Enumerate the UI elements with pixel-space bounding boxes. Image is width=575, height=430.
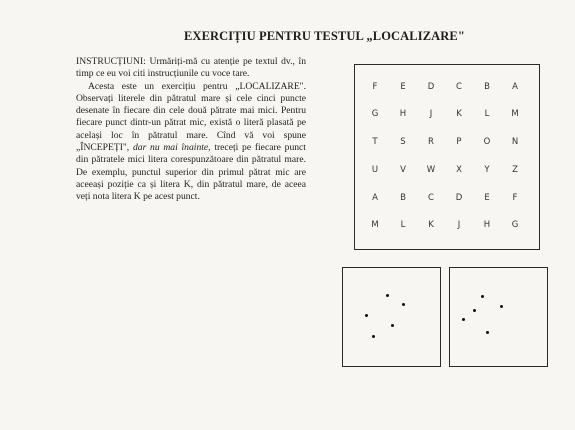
grid-letter: F <box>372 82 378 92</box>
target-dot <box>402 303 405 306</box>
grid-letter: M <box>371 220 379 230</box>
grid-letter: U <box>371 165 379 175</box>
small-square-1 <box>342 267 441 367</box>
target-dot <box>372 335 375 338</box>
grid-letter: E <box>484 193 490 203</box>
grid-letter: K <box>428 220 434 230</box>
grid-letter: H <box>483 220 491 230</box>
grid-letter: W <box>426 165 436 175</box>
grid-letter: V <box>400 165 406 175</box>
grid-letter: D <box>455 193 463 203</box>
grid-letter: K <box>456 109 462 119</box>
grid-letter: Z <box>512 165 518 175</box>
grid-letter: S <box>400 137 406 147</box>
grid-letter: A <box>512 82 518 92</box>
grid-letter: H <box>399 109 407 119</box>
grid-letter: T <box>372 137 378 147</box>
grid-letter: Y <box>484 165 490 175</box>
target-dot <box>462 318 465 321</box>
grid-letter: P <box>456 137 462 147</box>
grid-letter: B <box>400 193 406 203</box>
grid-letter: F <box>512 193 518 203</box>
target-dot <box>473 309 476 312</box>
grid-letter: J <box>429 109 433 119</box>
letter-grid-square <box>354 64 540 250</box>
grid-letter: A <box>372 193 378 203</box>
grid-letter: G <box>371 109 379 119</box>
grid-letter: R <box>428 137 434 147</box>
grid-letter: N <box>511 137 519 147</box>
grid-letter: B <box>484 82 490 92</box>
target-dot <box>500 305 503 308</box>
instructions-paragraph-2-part-c: treceți pe fiecare punct din pătratele mici litera corespunzătoare din pătratul mare. De exemplu, punctul superior din primul pătrat mic are aceeași poziție ca și litera K, din pătratul mare, de aceea veți nota litera K pe acest punct. <box>76 142 306 203</box>
instructions-paragraph-1: INSTRUCȚIUNI: Urmăriți-mă cu atenție pe textul dv., în timp ce eu voi citi instrucțiunile cu voce tare. <box>76 56 306 80</box>
grid-letter: X <box>456 165 462 175</box>
target-dot <box>386 294 389 297</box>
grid-letter: G <box>511 220 519 230</box>
grid-letter: E <box>400 82 406 92</box>
instructions-emphasis: dar nu mai înainte, <box>132 142 211 154</box>
grid-letter: C <box>428 193 434 203</box>
grid-letter: D <box>427 82 435 92</box>
target-dot <box>481 295 484 298</box>
grid-letter: C <box>456 82 462 92</box>
grid-letter: M <box>511 109 519 119</box>
page-title: EXERCIȚIU PENTRU TESTUL „LOCALIZARE" <box>184 29 465 43</box>
target-dot <box>486 331 489 334</box>
grid-letter: L <box>400 220 406 230</box>
instructions-text <box>76 56 306 204</box>
grid-letter: J <box>457 220 461 230</box>
small-square-2 <box>449 267 548 367</box>
instructions-paragraph-2-part-a: Acesta este un exercițiu pentru „LOCALIZARE". Observați literele din pătratul mare și cele cinci puncte desenate în fiecare din cele două pătrate mai mici. Pentru fiecare punct dintr-un pătrat mic, există o literă plasată pe același loc în pătratul mare. Cînd vă voi spune „ÎNCEPEȚI", <box>76 80 306 154</box>
target-dot <box>365 314 368 317</box>
grid-letter: L <box>484 109 490 119</box>
target-dot <box>391 324 394 327</box>
grid-letter: O <box>483 137 491 147</box>
instructions-paragraph-2 <box>76 81 306 204</box>
